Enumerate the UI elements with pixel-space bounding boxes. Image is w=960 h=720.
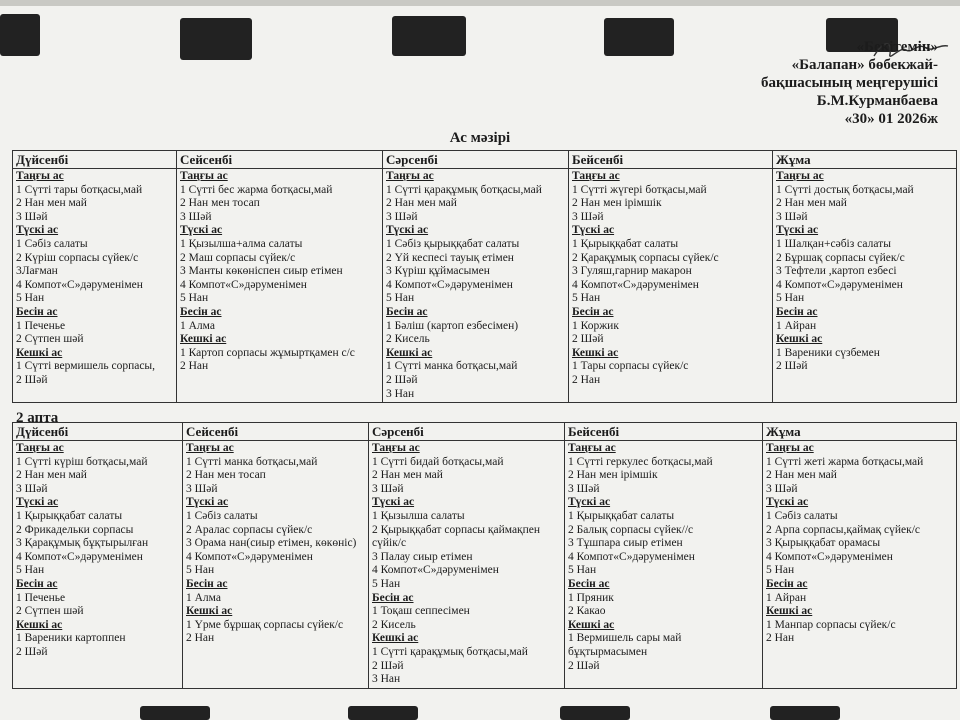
- list-item: 2 Нан мен тосап: [186, 469, 266, 482]
- kindergarten-name: «Балапан» бөбекжай-: [791, 57, 938, 73]
- list-item: 2 Шәй: [16, 645, 48, 658]
- approval-header: [718, 38, 938, 128]
- meal-heading: Түскі ас: [568, 496, 611, 509]
- list-item: 1 Сүтті достық ботқасы,май: [776, 183, 914, 196]
- week1-menu-table: [12, 150, 957, 403]
- meal-heading: Кешкі ас: [766, 605, 813, 618]
- week2-menu-table: [12, 422, 957, 689]
- list-item: 2 Нан мен ірімшік: [568, 469, 658, 482]
- list-item: 2 Какао: [568, 605, 606, 618]
- list-item: 1 Сәбіз салаты: [186, 509, 258, 522]
- list-item: 3 Шәй: [776, 210, 808, 223]
- list-item: 3 Шәй: [568, 482, 600, 495]
- list-item: 5 Нан: [16, 564, 45, 577]
- list-item: 5 Нан: [776, 292, 805, 305]
- list-item: 3 Шәй: [372, 482, 404, 495]
- day-header: Дүйсенбі: [13, 423, 183, 441]
- list-item: 3 Нан: [386, 387, 415, 400]
- list-item: 1 Сүтті қарақұмық ботқасы,май: [372, 645, 528, 658]
- director-name: Б.М.Курманбаева: [816, 93, 938, 109]
- list-item: 3 Шәй: [16, 210, 48, 223]
- list-item: 1 Сүтті манка ботқасы,май: [186, 455, 318, 468]
- list-item: 2 Күріш сорпасы сүйек/с: [16, 251, 139, 264]
- list-item: 5 Нан: [766, 564, 795, 577]
- meal-heading: Таңғы ас: [572, 170, 620, 182]
- list-item: 3 Қарақұмық бұқтырылған: [16, 537, 149, 550]
- meal-heading: Бесін ас: [568, 577, 610, 590]
- list-item: 4 Компот«С»дәруменімен: [186, 550, 313, 563]
- meal-heading: Таңғы ас: [186, 442, 234, 454]
- list-item: 5 Нан: [180, 292, 209, 305]
- list-item: 1 Сәбіз салаты: [766, 509, 838, 522]
- list-item: 2 Нан: [186, 632, 215, 645]
- list-item: 2 Нан мен ірімшік: [572, 197, 662, 210]
- day-menu-cell: [177, 169, 383, 403]
- meal-heading: Таңғы ас: [16, 170, 64, 182]
- list-item: 1 Сүтті жеті жарма ботқасы,май: [766, 455, 924, 468]
- list-item: 4 Компот«С»дәруменімен: [386, 278, 513, 291]
- meal-heading: Кешкі ас: [386, 346, 433, 359]
- list-item: 3 Шәй: [572, 210, 604, 223]
- meal-heading: Бесін ас: [186, 577, 228, 590]
- list-item: 2 Нан: [766, 632, 795, 645]
- list-item: 2 Нан мен май: [386, 197, 457, 210]
- tape-mark: [348, 706, 418, 720]
- list-item: 5 Нан: [186, 564, 215, 577]
- meal-heading: Бесін ас: [180, 305, 222, 318]
- meal-heading: Кешкі ас: [180, 333, 227, 346]
- list-item: 2 Нан мен май: [16, 197, 87, 210]
- list-item: 4 Компот«С»дәруменімен: [16, 550, 143, 563]
- list-item: 1 Қызылша салаты: [372, 509, 465, 522]
- list-item: 3 Нан: [372, 673, 401, 686]
- list-item: 4 Компот«С»дәруменімен: [766, 550, 893, 563]
- list-item: 3 Шәй: [186, 482, 218, 495]
- tape-mark: [392, 16, 466, 56]
- list-item: 2 Нан мен май: [766, 469, 837, 482]
- day-menu-cell: [369, 441, 565, 689]
- table-row: [13, 169, 957, 403]
- meal-heading: Түскі ас: [386, 224, 429, 237]
- list-item: 3 Күріш құймасымен: [386, 265, 490, 278]
- list-item: 4 Компот«С»дәруменімен: [180, 278, 307, 291]
- list-item: 2 Нан мен май: [776, 197, 847, 210]
- table-row: [13, 441, 957, 689]
- list-item: 3 Тұшпара сиыр етімен: [568, 537, 683, 550]
- tape-mark: [604, 18, 674, 56]
- list-item: 1 Алма: [180, 319, 215, 332]
- list-item: 2 Сүтпен шәй: [16, 333, 84, 346]
- meal-heading: Бесін ас: [16, 577, 58, 590]
- list-item: 1 Айран: [766, 591, 807, 604]
- list-item: 1 Печенье: [16, 591, 66, 604]
- list-item: 3 Шәй: [16, 482, 48, 495]
- list-item: 1 Үрме бұршақ сорпасы сүйек/с: [186, 618, 344, 631]
- list-item: 1 Вареники картоппен: [16, 632, 126, 645]
- list-item: 2 Маш сорпасы сүйек/с: [180, 251, 296, 264]
- list-item: 3 Шәй: [180, 210, 212, 223]
- list-item: 3 Орама нан(сиыр етімен, көкөніс): [186, 537, 357, 550]
- day-header-row: [13, 151, 957, 169]
- meal-heading: Түскі ас: [186, 496, 229, 509]
- list-item: 3 Қырыққабат орамасы: [766, 537, 881, 550]
- list-item: 4 Компот«С»дәруменімен: [776, 278, 903, 291]
- tape-mark: [770, 706, 840, 720]
- meal-heading: Таңғы ас: [766, 442, 814, 454]
- meal-heading: Түскі ас: [372, 496, 415, 509]
- list-item: 2 Кисель: [386, 333, 430, 346]
- list-item: 2 Кисель: [372, 618, 416, 631]
- list-item: 1 Вермишель сары май бұқтырмасымен: [568, 632, 682, 658]
- meal-heading: Түскі ас: [766, 496, 809, 509]
- list-item: 1 Картоп сорпасы жұмыртқамен с/с: [180, 346, 355, 359]
- meal-heading: Таңғы ас: [16, 442, 64, 454]
- list-item: 2 Шәй: [572, 333, 604, 346]
- meal-heading: Таңғы ас: [568, 442, 616, 454]
- list-item: 2 Нан мен тосап: [180, 197, 260, 210]
- meal-heading: Кешкі ас: [776, 333, 823, 346]
- tape-mark: [180, 18, 252, 60]
- meal-heading: Бесін ас: [572, 305, 614, 318]
- day-menu-cell: [383, 169, 569, 403]
- day-menu-cell: [773, 169, 957, 403]
- list-item: 3 Палау сиыр етімен: [372, 550, 473, 563]
- day-menu-cell: [569, 169, 773, 403]
- approval-date: «30» 01 2026ж: [844, 111, 938, 127]
- day-menu-cell: [565, 441, 763, 689]
- list-item: 1 Тары сорпасы сүйек/с: [572, 360, 689, 373]
- list-item: 1 Манпар сорпасы сүйек/с: [766, 618, 896, 631]
- list-item: 3 Шәй: [766, 482, 798, 495]
- list-item: 1 Сүтті бес жарма ботқасы,май: [180, 183, 333, 196]
- list-item: 1 Қырыққабат салаты: [16, 509, 123, 522]
- meal-heading: Таңғы ас: [180, 170, 228, 182]
- list-item: 1 Сүтті күріш ботқасы,май: [16, 455, 148, 468]
- day-header: Бейсенбі: [569, 151, 773, 169]
- list-item: 1 Сүтті вермишель сорпасы,: [16, 360, 156, 373]
- list-item: 1 Сүтті тары ботқасы,май: [16, 183, 143, 196]
- list-item: 2 Аралас сорпасы сүйек/с: [186, 523, 313, 536]
- list-item: 2 Шәй: [386, 373, 418, 386]
- day-header: Бейсенбі: [565, 423, 763, 441]
- meal-heading: Кешкі ас: [16, 346, 63, 359]
- meal-heading: Бесін ас: [386, 305, 428, 318]
- list-item: 2 Үй кеспесі тауық етімен: [386, 251, 514, 264]
- list-item: 2 Шәй: [568, 659, 600, 672]
- list-item: 1 Пряник: [568, 591, 614, 604]
- meal-heading: Бесін ас: [372, 591, 414, 604]
- list-item: 1 Сәбіз салаты: [16, 237, 88, 250]
- list-item: 3 Манты көкөніспен сиыр етімен: [180, 265, 343, 278]
- list-item: 1 Қырыққабат салаты: [572, 237, 679, 250]
- list-item: 2 Нан: [572, 373, 601, 386]
- list-item: 1 Бәліш (картоп езбесімен): [386, 319, 519, 332]
- list-item: 2 Арпа сорпасы,қаймақ сүйек/с: [766, 523, 920, 536]
- page-title: Ас мәзірі: [449, 130, 511, 146]
- list-item: 1 Айран: [776, 319, 817, 332]
- list-item: 4 Компот«С»дәруменімен: [572, 278, 699, 291]
- meal-heading: Түскі ас: [180, 224, 223, 237]
- list-item: 2 Шәй: [16, 373, 48, 386]
- list-item: 1 Тоқаш сеппесімен: [372, 605, 470, 618]
- list-item: 4 Компот«С»дәруменімен: [16, 278, 143, 291]
- list-item: 1 Сәбіз қырыққабат салаты: [386, 237, 520, 250]
- list-item: 5 Нан: [568, 564, 597, 577]
- list-item: 1 Сүтті манка ботқасы,май: [386, 360, 518, 373]
- list-item: 2 Бұршақ сорпасы сүйек/с: [776, 251, 905, 264]
- list-item: 1 Алма: [186, 591, 221, 604]
- day-header: Сәрсенбі: [369, 423, 565, 441]
- list-item: 2 Шәй: [372, 659, 404, 672]
- meal-heading: Кешкі ас: [186, 605, 233, 618]
- day-menu-cell: [763, 441, 957, 689]
- day-header: Сәрсенбі: [383, 151, 569, 169]
- list-item: 3Лағман: [16, 265, 58, 278]
- tape-mark: [140, 706, 210, 720]
- day-menu-cell: [13, 441, 183, 689]
- day-header: Дүйсенбі: [13, 151, 177, 169]
- list-item: 2 Қырыққабат сорпасы қаймақпен сүйік/с: [372, 523, 541, 550]
- meal-heading: Бесін ас: [766, 577, 808, 590]
- meal-heading: Таңғы ас: [372, 442, 420, 454]
- list-item: 2 Шәй: [776, 360, 808, 373]
- day-menu-cell: [183, 441, 369, 689]
- meal-heading: Түскі ас: [16, 224, 59, 237]
- meal-heading: Кешкі ас: [372, 632, 419, 645]
- list-item: 1 Печенье: [16, 319, 66, 332]
- list-item: 1 Вареники сүзбемен: [776, 346, 880, 359]
- day-menu-cell: [13, 169, 177, 403]
- meal-heading: Таңғы ас: [386, 170, 434, 182]
- day-header: Жұма: [773, 151, 957, 169]
- list-item: 2 Қарақұмық сорпасы сүйек/с: [572, 251, 719, 264]
- list-item: 3 Шәй: [386, 210, 418, 223]
- list-item: 2 Нан мен май: [16, 469, 87, 482]
- meal-heading: Түскі ас: [572, 224, 615, 237]
- meal-heading: Бесін ас: [16, 305, 58, 318]
- meal-heading: Таңғы ас: [776, 170, 824, 182]
- meal-heading: Кешкі ас: [16, 618, 63, 631]
- day-header: Сейсенбі: [177, 151, 383, 169]
- list-item: 5 Нан: [372, 577, 401, 590]
- meal-heading: Түскі ас: [776, 224, 819, 237]
- list-item: 1 Сүтті бидай ботқасы,май: [372, 455, 504, 468]
- day-header: Сейсенбі: [183, 423, 369, 441]
- list-item: 2 Сүтпен шәй: [16, 605, 84, 618]
- list-item: 1 Қызылша+алма салаты: [180, 237, 303, 250]
- list-item: 1 Коржик: [572, 319, 619, 332]
- list-item: 5 Нан: [386, 292, 415, 305]
- tape-mark: [0, 14, 40, 56]
- meal-heading: Кешкі ас: [568, 618, 615, 631]
- meal-heading: Бесін ас: [776, 305, 818, 318]
- meal-heading: Түскі ас: [16, 496, 59, 509]
- list-item: 4 Компот«С»дәруменімен: [372, 564, 499, 577]
- list-item: 2 Фрикадельки сорпасы: [16, 523, 134, 536]
- director-title: бақшасының меңгерушісі: [760, 75, 938, 91]
- list-item: 5 Нан: [572, 292, 601, 305]
- list-item: 1 Сүтті жүгері ботқасы,май: [572, 183, 707, 196]
- list-item: 3 Гуляш,гарнир макарон: [572, 265, 692, 278]
- list-item: 1 Қырыққабат салаты: [568, 509, 675, 522]
- day-header: Жұма: [763, 423, 957, 441]
- list-item: 1 Сүтті геркулес ботқасы,май: [568, 455, 713, 468]
- list-item: 4 Компот«С»дәруменімен: [568, 550, 695, 563]
- meal-heading: Кешкі ас: [572, 346, 619, 359]
- list-item: 3 Тефтели ,картоп езбесі: [776, 265, 897, 278]
- list-item: 2 Балық сорпасы сүйек//с: [568, 523, 694, 536]
- list-item: 2 Нан: [180, 360, 209, 373]
- tape-mark: [560, 706, 630, 720]
- week2-label: 2 апта: [16, 410, 59, 426]
- day-header-row: [13, 423, 957, 441]
- approval-line: «Бекітемін»: [856, 39, 938, 55]
- list-item: 1 Шалқан+сәбіз салаты: [776, 237, 891, 250]
- list-item: 2 Нан мен май: [372, 469, 443, 482]
- list-item: 1 Сүтті қарақұмық ботқасы,май: [386, 183, 542, 196]
- list-item: 5 Нан: [16, 292, 45, 305]
